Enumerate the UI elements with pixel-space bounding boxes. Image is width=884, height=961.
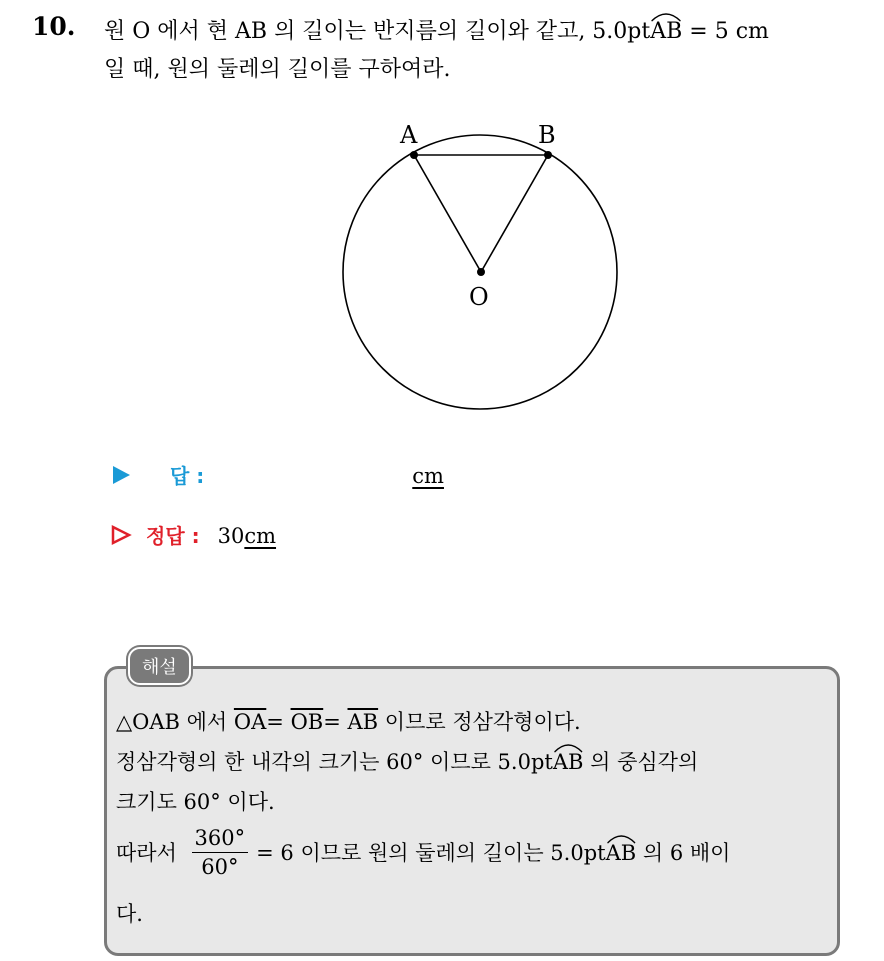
question-line-1 xyxy=(104,14,769,45)
segment-oa xyxy=(414,155,481,272)
explanation-line-2: 정삼각형의 한 내각의 크기는 60° 이므로 5.0pt AB 의 중심각의 xyxy=(116,746,698,776)
point-o xyxy=(477,268,485,276)
arc-ab-label: AB xyxy=(606,841,637,865)
explanation-line-4: 따라서 $\frac{360^\circ}{60^\circ}$ = 6 이므로 원의 둘레의 길이는 5.0pt AB 의 6 배이 xyxy=(116,826,731,879)
arc-ab-label: AB xyxy=(553,750,584,774)
question-line-2: 일 때, 원의 둘레의 길이를 구하여라. xyxy=(104,57,451,82)
point-b xyxy=(544,151,552,159)
correct-answer-row xyxy=(110,520,276,549)
outline-triangle-icon xyxy=(110,524,132,546)
correct-answer-unit: cm xyxy=(244,524,277,548)
answer-unit: cm xyxy=(412,464,444,488)
explanation-line-1: △OAB 에서 $\overline{OA}= \overline{OB}= \overline{AB}$ 이므로 정삼각형이다. xyxy=(116,710,581,734)
arc-ab-label: AB xyxy=(650,19,682,44)
correct-answer-value: 30 xyxy=(217,524,245,548)
answer-label: 답 : xyxy=(170,464,205,488)
question-text-pre: 원 O 에서 현 AB 의 길이는 반지름의 길이와 같고, 5.0pt xyxy=(104,19,651,44)
question-text-post: = 5 cm xyxy=(682,19,769,44)
label-b: B xyxy=(538,121,556,149)
segment-ob xyxy=(481,155,548,272)
explanation-line-5: 다. xyxy=(116,902,143,926)
explanation-line-3: 크기도 60° 이다. xyxy=(116,790,275,814)
label-a: A xyxy=(400,121,418,149)
filled-triangle-icon xyxy=(110,464,132,486)
answer-row xyxy=(110,460,444,489)
question-number: 10. xyxy=(32,12,76,41)
correct-answer-label: 정답 : xyxy=(146,524,200,548)
explanation-tag: 해설 xyxy=(128,647,191,685)
label-o: O xyxy=(469,283,489,311)
fraction: $\frac{360^\circ}{60^\circ}$ xyxy=(192,826,249,879)
circle-figure xyxy=(330,110,630,420)
point-a xyxy=(410,151,418,159)
